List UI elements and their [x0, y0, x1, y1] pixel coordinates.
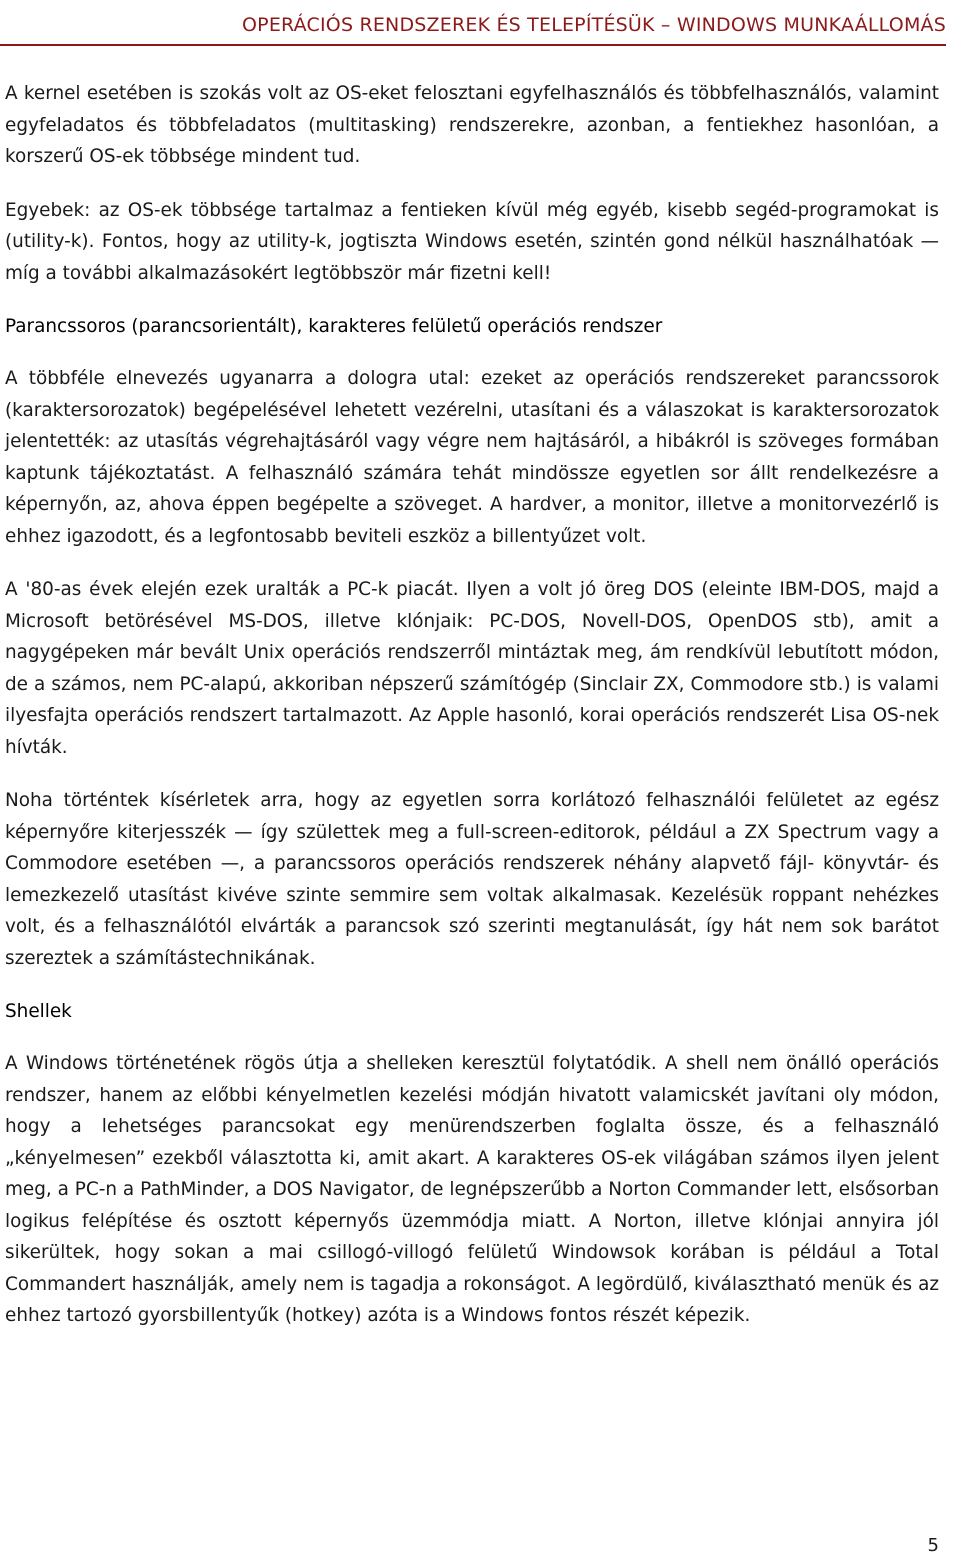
section-heading-cli: Parancssoros (parancsorientált), karakteres felületű operációs rendszer [5, 316, 663, 337]
paragraph-cli-2: A '80-as évek elején ezek uralták a PC-k piacát. Ilyen a volt jó öreg DOS (eleinte IBM-DOS, majd a Microsoft betörésével MS-DOS, illetve klónjaik: PC-DOS, Novell-DOS, OpenDOS stb), amit a nagygépeken már bevált Unix operációs rendszerről mintáztak meg, ám rendkívül lebutított módon, de a számos, nem PC-alapú, akkoriban népszerű számítógép (Sinclair ZX, Commodore stb.) is valami ilyesfajta operációs rendszert tartalmazott. Az Apple hasonló, korai operációs rendszerét Lisa OS-nek hívták. [5, 579, 939, 758]
paragraph-egyebek: Egyebek: az OS-ek többsége tartalmaz a fentieken kívül még egyéb, kisebb segéd-programokat is (utility-k). Fontos, hogy az utility-k, jogtiszta Windows esetén, szintén gond nélkül használhatóak — míg a további alkalmazásokért legtöbbször már fizetni kell! [5, 199, 939, 284]
document-body [5, 78, 939, 1332]
running-header: OPERÁCIÓS RENDSZEREK ÉS TELEPÍTÉSÜK – WINDOWS MUNKAÁLLOMÁS [0, 14, 946, 46]
paragraph-cli-1: A többféle elnevezés ugyanarra a dologra utal: ezeket az operációs rendszereket parancssorok (karaktersorozatok) begépelésével lehetett vezérelni, utasítani és a válaszokat is karaktersorozatok jelentették: az utasítás végrehajtásáról vagy végre nem hajtásáról, a hibákról is szöveges formában kaptunk tájékoztatást. A felhasználó számára tehát mindössze egyetlen sor állt rendelkezésre a képernyőn, az, ahova éppen begépelte a szöveget. A hardver, a monitor, illetve a monitorvezérlő is ehhez igazodott, és a legfontosabb beviteli eszköz a billentyűzet volt. [5, 368, 939, 547]
paragraph-cli-3: Noha történtek kísérletek arra, hogy az egyetlen sorra korlátozó felhasználói felületet az egész képernyőre kiterjesszék — így születtek meg a full-screen-editorok, például a ZX Spectrum vagy a Commodore esetében —, a parancssoros operációs rendszerek néhány alapvető fájl- könyvtár- és lemezkezelő utasítást kivéve szinte semmire sem voltak alkalmasak. Kezelésük roppant nehézkes volt, és a felhasználótól elvárták a parancsok szó szerinti megtanulását, így hát nem sok barátot szereztek a számítástechnikának. [5, 790, 939, 969]
page-number: 5 [927, 1535, 939, 1556]
paragraph-kernel: A kernel esetében is szokás volt az OS-eket felosztani egyfelhasználós és többfelhasználós, valamint egyfeladatos és többfeladatos (multitasking) rendszerekre, azonban, a fentiekhez hasonlóan, a korszerű OS-ek többsége mindent tud. [5, 83, 939, 167]
paragraph-shell-1: A Windows történetének rögös útja a shelleken keresztül folytatódik. A shell nem önálló operációs rendszer, hanem az előbbi kényelmetlen kezelési módján hivatott valamicskét javítani oly módon, hogy a lehetséges parancsokat egy menürendszerben foglalta össze, és a felhasználó „kényelmesen” ezekből választotta ki, amit akart. A karakteres OS-ek világában számos ilyen jelent meg, a PC-n a PathMinder, a DOS Navigator, de legnépszerűbb a Norton Commander lett, elsősorban logikus felépítése és osztott képernyős üzemmódja miatt. A Norton, illetve klónjai annyira jól sikerültek, hogy sokan a mai csillogó-villogó felületű Windowsok korában is például a Total Commandert használják, amely nem is tagadja a rokonságot. A legördülő, kiválasztható menük és az ehhez tartozó gyorsbillentyűk (hotkey) azóta is a Windows fontos részét képezik. [5, 1053, 939, 1326]
section-heading-shellek: Shellek [5, 1001, 72, 1022]
